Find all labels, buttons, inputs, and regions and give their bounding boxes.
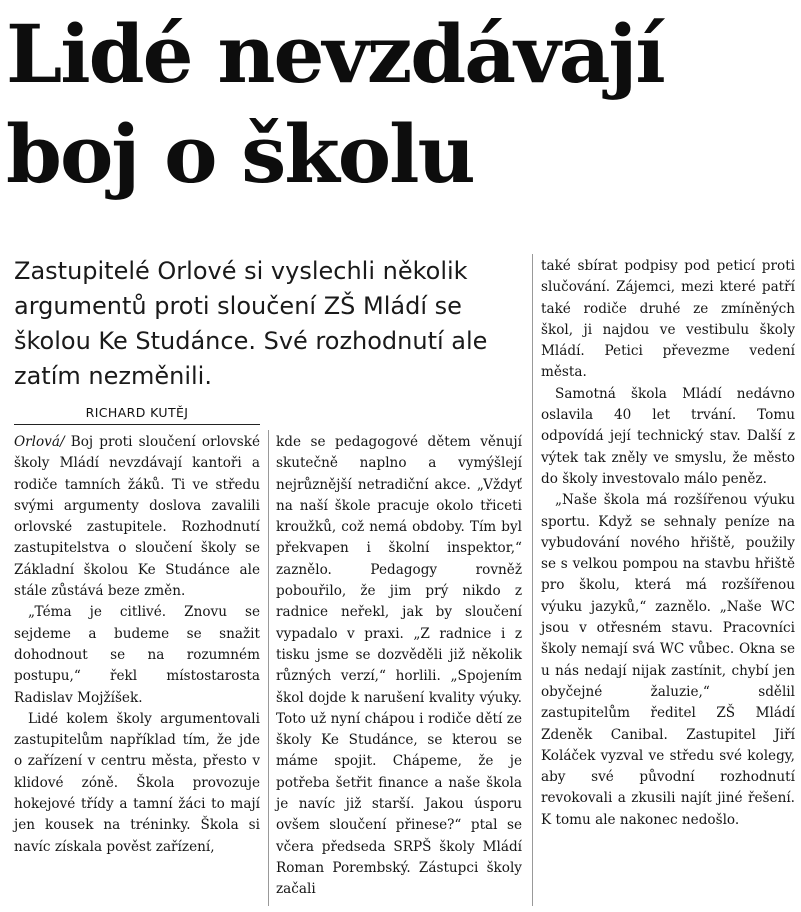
article-column-2 — [276, 432, 522, 901]
article-column-1 — [14, 432, 260, 858]
paragraph-text: Boj proti sloučení orlovské školy Mládí nevzdávají kantoři a rodiče tamních žáků. Ti ve středu svými argumenty doslova zavalili orlovské zastupitele. Rozhodnutí zastupitelstva o sloučení školy se Základní školou Ke Studánce ale stále zůstává beze změn. — [14, 434, 260, 600]
headline: Lidé nevzdávají boj o školu — [6, 7, 664, 201]
column-divider — [268, 430, 269, 906]
byline: RICHARD KUTĚJ — [14, 405, 260, 425]
article-column-3 — [541, 256, 795, 831]
article-paragraph: také sbírat podpisy pod peticí proti slučování. Zájemci, mezi které patří také rodiče druhé ze zmíněných škol, ji najdou ve vestibulu školy Mládí. Petici převezme vedení města. — [541, 258, 795, 381]
article-paragraph: „Naše škola má rozšířenou výuku sportu. Když se sehnaly peníze na vybudování nového hřiště, použily se s velkou pompou na stavbu hřiště pro školu, která má rozšířenou výuku jazyků,“ zaznělo. „Naše WC jsou v otřesném stavu. Pracovníci školy nemají svá WC vůbec. Okna se u nás nedají nijak zastínit, chybí jen obyčejné žaluzie,“ sdělil zastupitelům ředitel ZŠ Mládí Zdeněk Canibal. Zastupitel Jiří Koláček vyzval ve středu své kolegy, aby své původní rozhodnutí revokovali a zkusili najít jiné řešení. K tomu ale nakonec nedošlo. — [541, 492, 795, 828]
lead-paragraph: Zastupitelé Orlové si vyslechli několik argumentů proti sloučení ZŠ Mládí se školou Ke Studánce. Své rozhodnutí ale zatím nezměnili. — [14, 257, 488, 390]
article-paragraph: kde se pedagogové dětem věnují skutečně naplno a vymýšlejí nejrůznější netradiční akce. „Vždyť na naší škole pracuje okolo třiceti kroužků, což nemá obdoby. Tím byl překvapen i školní inspektor,“ zaznělo. Pedagogy rovněž pobouřilo, že jim prý nikdo z radnice neřekl, jak by sloučení vypadalo v praxi. „Z radnice i z tisku jsme se dozvěděli již několik různých verzí,“ horlili. „Spojením škol dojde k narušení kvality výuky. Toto už nyní chápou i rodiče dětí ze školy Ke Studánce, se kterou se máme spojit. Chápeme, že je potřeba šetřit finance a naše škola je navíc již starší. Jakou úsporu ovšem sloučení přinese?“ ptal se včera předseda SRPŠ školy Mládí Roman Porembský. Zástupci školy začali — [276, 434, 522, 898]
article-paragraph — [14, 432, 260, 602]
article-paragraph: „Téma je citlivé. Znovu se sejdeme a budeme se snažit dohodnout se na rozumném postupu,“ řekl místostarosta Radislav Mojžíšek. — [14, 604, 260, 706]
dateline: Orlová/ — [14, 434, 65, 450]
article-paragraph: Samotná škola Mládí nedávno oslavila 40 let trvání. Tomu odpovídá její technický stav. Další z výtek tak zněly ve smyslu, že město do školy investovalo málo peněz. — [541, 385, 795, 487]
column-divider — [532, 254, 533, 906]
article-paragraph: Lidé kolem školy argumentovali zastupitelům například tím, že jde o zařízení v centru města, přesto v klidové zóně. Škola provozuje hokejové třídy a tamní žáci to mají jen kousek na tréninky. Škola si navíc získala pověst zařízení, — [14, 710, 260, 855]
